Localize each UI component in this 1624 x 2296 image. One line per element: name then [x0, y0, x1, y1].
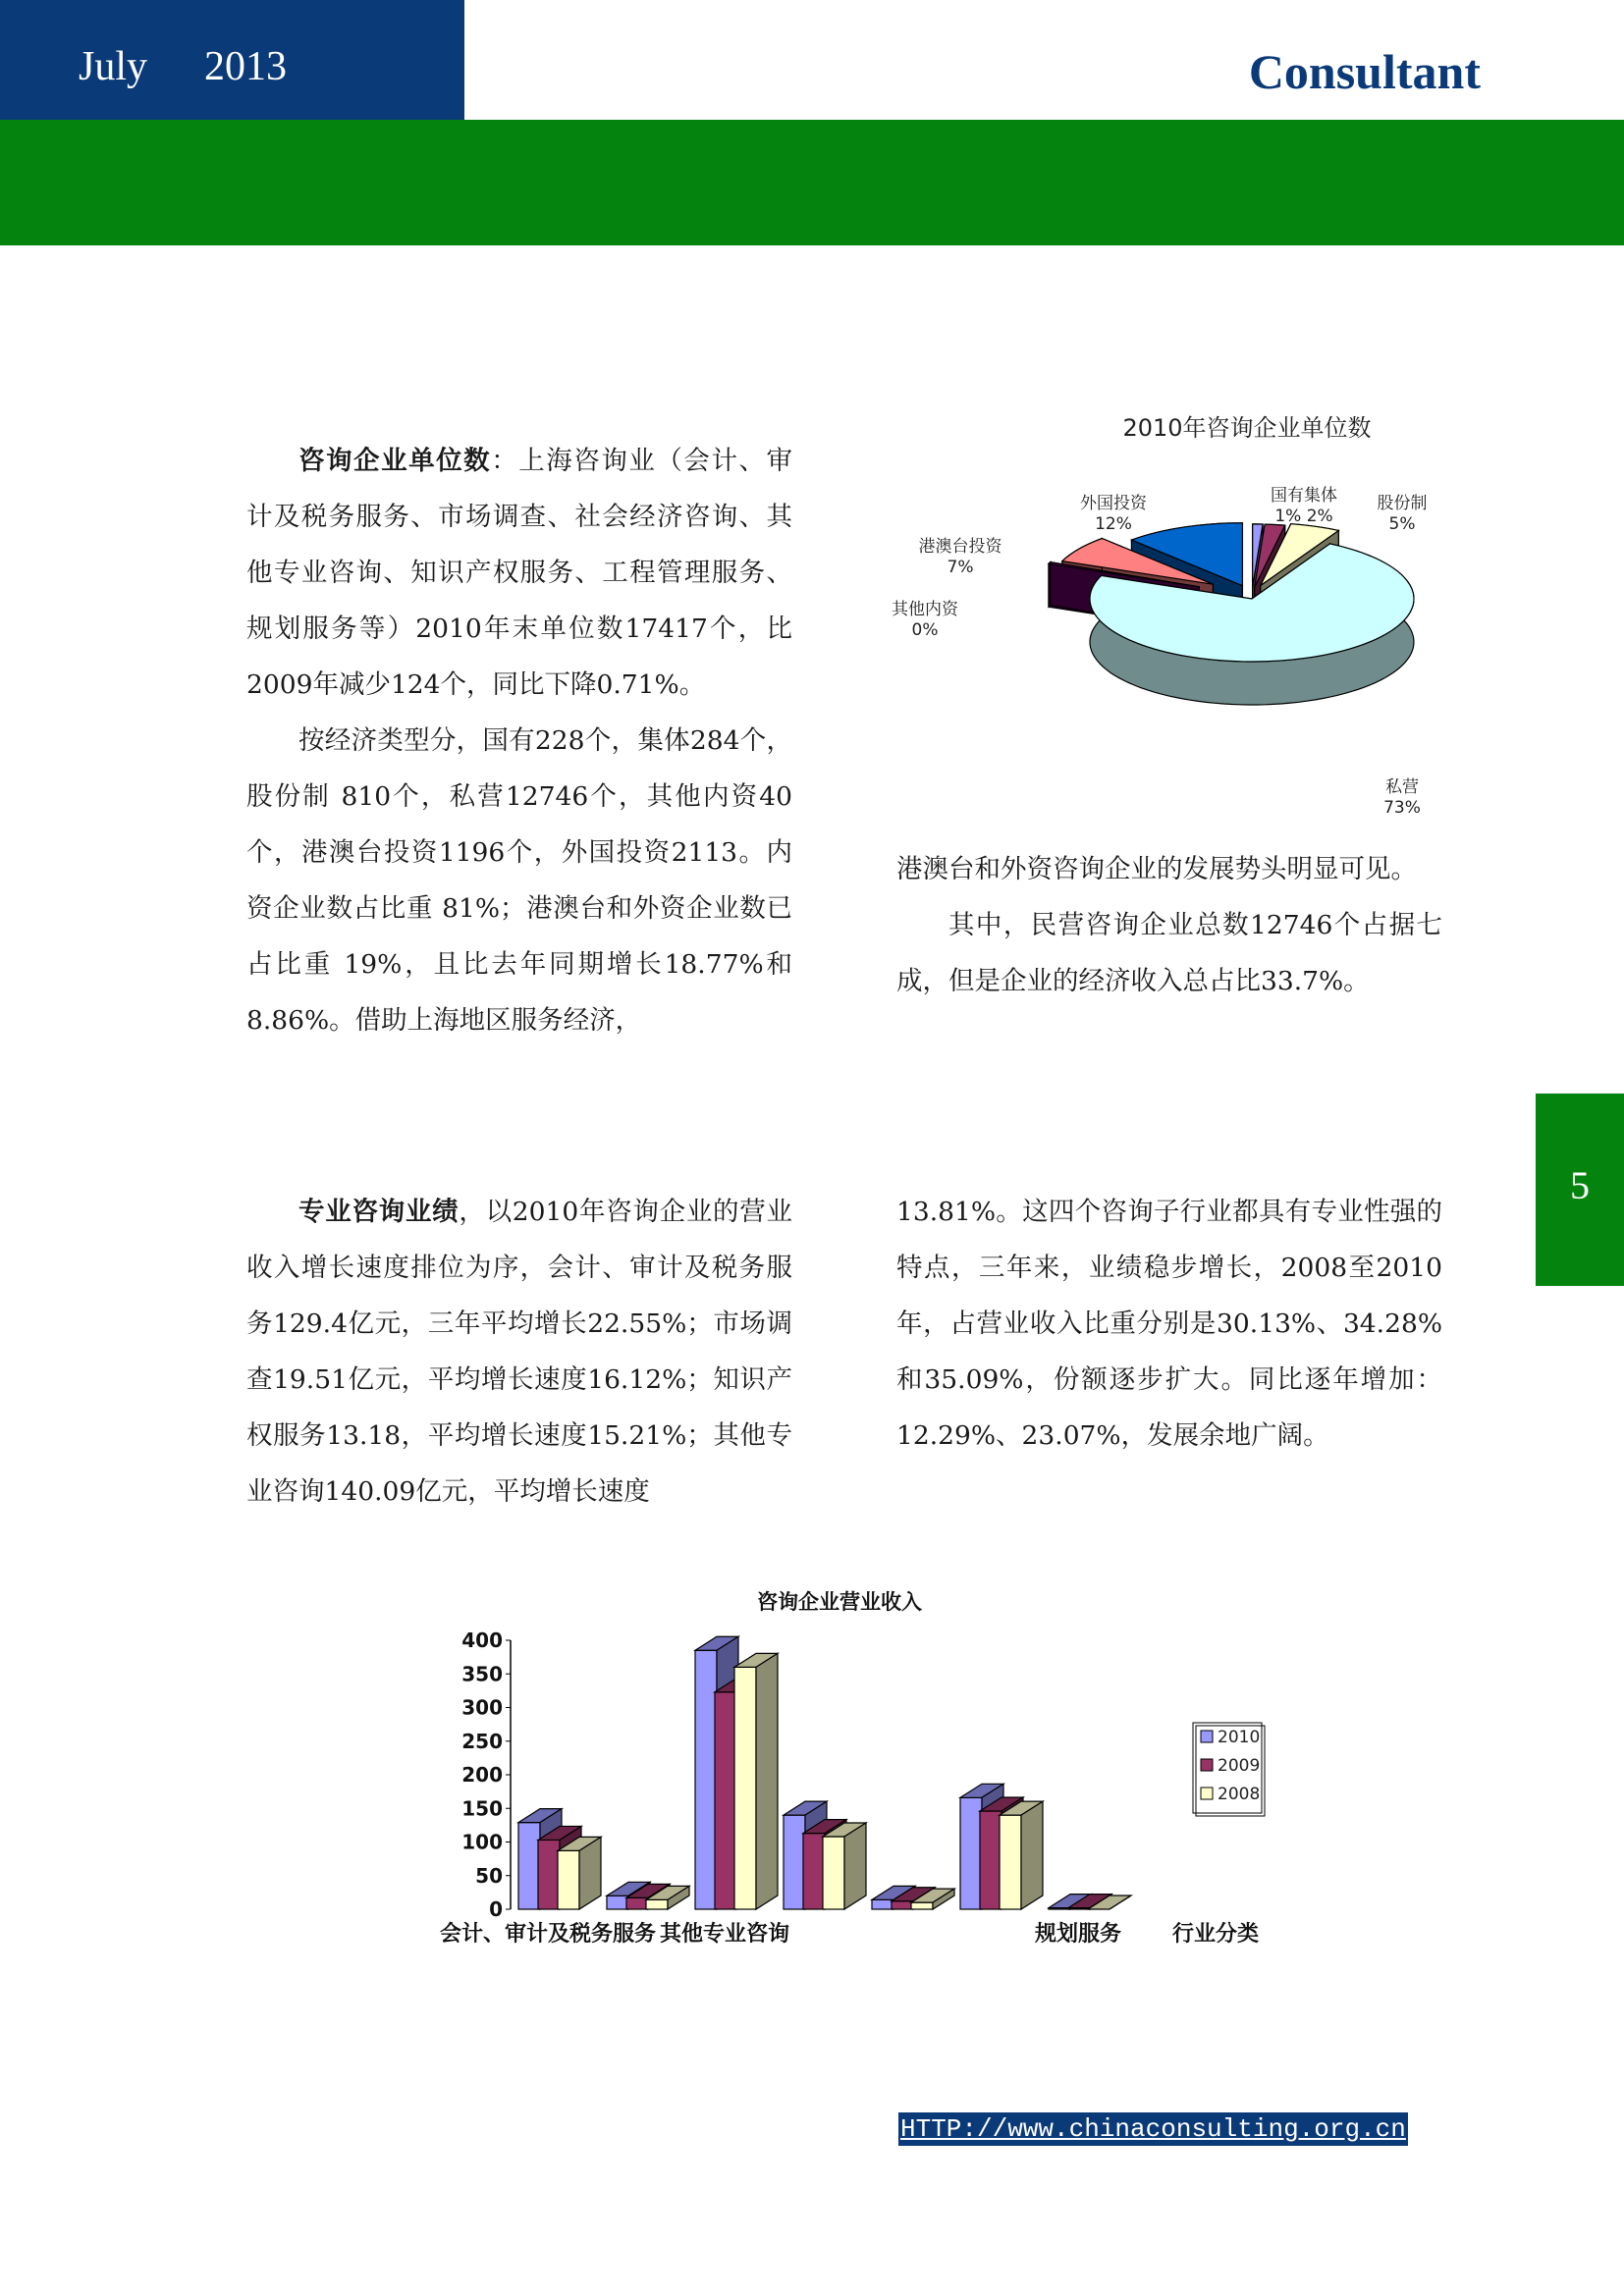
y-tick-label: 100 [461, 1830, 503, 1854]
pie-chart [864, 402, 1571, 834]
y-tick-label: 150 [461, 1796, 503, 1821]
y-tick-label: 50 [475, 1863, 503, 1888]
pie-label: 私营 73% [1383, 777, 1421, 818]
pie-label: 国有集体 1% 2% [1271, 486, 1337, 526]
pie-label: 港澳台投资 7% [918, 537, 1002, 577]
legend-swatch [1201, 1788, 1213, 1799]
x-category-label: 会计、审计及税务服务 [439, 1922, 657, 1947]
section2-left-column [246, 1184, 792, 1520]
issue-year: 2013 [204, 44, 288, 89]
bar-chart [422, 1585, 1286, 1963]
x-axis-title: 行业分类 [1171, 1922, 1260, 1947]
y-tick-label: 200 [461, 1763, 503, 1787]
bar-legend [1193, 1723, 1265, 1816]
section1-right-paragraph-1: 港澳台和外资咨询企业的发展势头明显可见。 [896, 854, 1417, 884]
x-category-label: 规划服务 [1034, 1922, 1122, 1947]
section2-paragraph-1 [246, 1184, 792, 1520]
section1-left-column [246, 433, 792, 1048]
section2-lead: 专业咨询业绩 [298, 1197, 460, 1227]
x-category-label: 其他专业咨询 [659, 1922, 790, 1947]
issue-month: July [79, 44, 148, 89]
page-number: 5 [1570, 1163, 1590, 1207]
legend-swatch [1201, 1759, 1213, 1771]
header-green-band [0, 120, 1624, 245]
bar [1000, 1801, 1043, 1909]
bar [734, 1653, 778, 1909]
magazine-title: Consultant [1248, 44, 1481, 99]
page-number-tab [1536, 1094, 1624, 1286]
section2-right-column [896, 1184, 1442, 1464]
section1-right-column [896, 841, 1442, 1009]
section2-paragraph-1-text: ，以2010年咨询企业的营业收入增长速度排位为序，会计、审计及税务服务129.4亿元，三年平均增长22.55%；市场调查19.51亿元，平均增长速度16.12%；知识产权服务13.18，平均增长速度15.21%；其他专业咨询140.09亿元，平均增长速度 [246, 1197, 793, 1507]
pie-label: 外国投资 12% [1080, 494, 1147, 534]
header-date-band [0, 0, 464, 120]
section1-paragraph-1 [246, 433, 792, 713]
legend-swatch [1201, 1731, 1213, 1742]
footer-url-link[interactable]: HTTP://www.chinaconsulting.org.cn [900, 2114, 1406, 2144]
legend-label: 2008 [1218, 1785, 1261, 1804]
section1-right-paragraph-2: 其中，民营咨询企业总数12746个占据七成，但是企业的经济收入总占比33.7%。 [896, 910, 1442, 996]
y-tick-label: 300 [461, 1695, 503, 1720]
pie-title: 2010年咨询企业单位数 [1122, 414, 1372, 442]
y-tick-label: 0 [489, 1897, 503, 1921]
bar [823, 1823, 866, 1909]
section1-lead: 咨询企业单位数 [298, 446, 492, 476]
pie-label: 股份制 5% [1377, 494, 1428, 534]
legend-label: 2009 [1218, 1756, 1261, 1776]
pie-label: 其他内资 0% [892, 600, 958, 640]
y-tick-label: 400 [461, 1629, 503, 1652]
y-tick-label: 350 [461, 1662, 503, 1686]
bar-title: 咨询企业营业收入 [757, 1590, 922, 1614]
section1-paragraph-2: 按经济类型分，国有228个，集体284个，股份制 810个，私营12746个，其他内资40个，港澳台投资1196个，外国投资2113。内资企业数占比重 81%；港澳台和外资企业数已占比重 19%，且比去年同期增长18.77%和 8.86%。借助上海地区服务经济， [246, 725, 792, 1036]
issue-date [79, 43, 287, 90]
y-tick-label: 250 [461, 1729, 503, 1753]
section2-right-paragraph-1: 13.81%。这四个咨询子行业都具有专业性强的特点，三年来，业绩稳步增长，2008至2010年，占营业收入比重分别是30.13%、34.28%和35.09%，份额逐步扩大。同比逐年增加：12.29%、23.07%，发展余地广阔。 [896, 1197, 1442, 1451]
legend-label: 2010 [1218, 1728, 1261, 1747]
bar [558, 1837, 601, 1909]
section1-paragraph-1-text: ：上海咨询业（会计、审计及税务服务、市场调查、社会经济咨询、其他专业咨询、知识产权服务、工程管理服务、规划服务等）2010年末单位数17417个，比2009年减少124个，同比下降0.71%。 [246, 446, 793, 700]
